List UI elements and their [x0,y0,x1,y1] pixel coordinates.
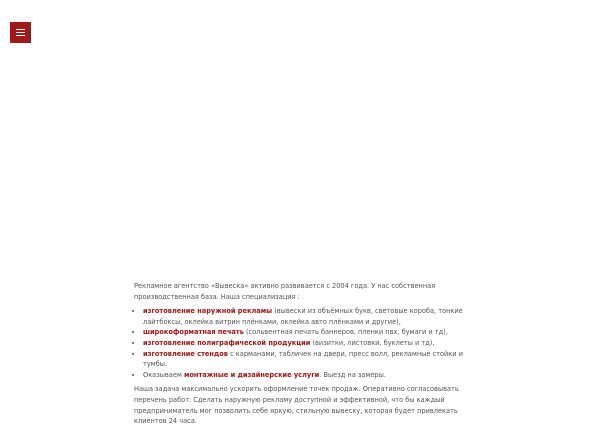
service-link[interactable]: монтажные и дизайнерские услуги [183,370,320,379]
service-link[interactable]: изготовление стендов [143,349,228,358]
intro-line: Рекламное агентство «Вывеска» активно развивается с 2004 года. У нас собственная производственная [134,282,436,301]
service-description: (вывески из объёмных букв, световые короба, тонкие лайтбоксы, оклейка витрин плёнками, оклейка авто плёнками и другие), [143,307,463,326]
outro-line: Наша задача максимально ускорить оформление точек продаж. Оперативно согласовывать перечень [134,385,459,404]
service-description: (визитки, листовки, буклеты и тд), [310,338,435,347]
service-link[interactable]: широкоформатная печать [143,328,244,337]
hamburger-icon [16,29,25,30]
service-link[interactable]: изготовление наружной рекламы [143,307,273,316]
menu-button[interactable] [10,22,31,43]
list-item [143,349,469,370]
intro-paragraph [134,281,469,302]
list-item [143,327,469,338]
service-description: . Выезд на замеры. [319,370,386,379]
outro-line: работ. Сделать наружную рекламу доступной и эффективной, что бы каждый предприниматель мог [134,395,445,415]
list-item [143,306,469,327]
outro-paragraph [134,384,469,426]
service-description: с карманами, табличек на двери, пресс волл, рекламные стойки и тумбы. [143,349,463,369]
service-prefix: Оказываем [143,370,184,379]
hamburger-icon-bar [16,35,25,36]
list-item [143,338,469,349]
service-description: (сольвентная печать баннеров, пленки пвх, бумаги и тд), [243,328,448,337]
service-link[interactable]: изготовление полиграфической продукции [143,338,311,347]
intro-line: база. Наша специализация : [200,292,300,301]
hamburger-icon-bar [16,32,25,33]
about-section [134,281,469,431]
services-list [134,306,469,380]
list-item [143,370,469,381]
outro-line: позволить себе яркую, стильную вывеску, которая будет привлекать клиентов 24 часа. [134,406,458,426]
